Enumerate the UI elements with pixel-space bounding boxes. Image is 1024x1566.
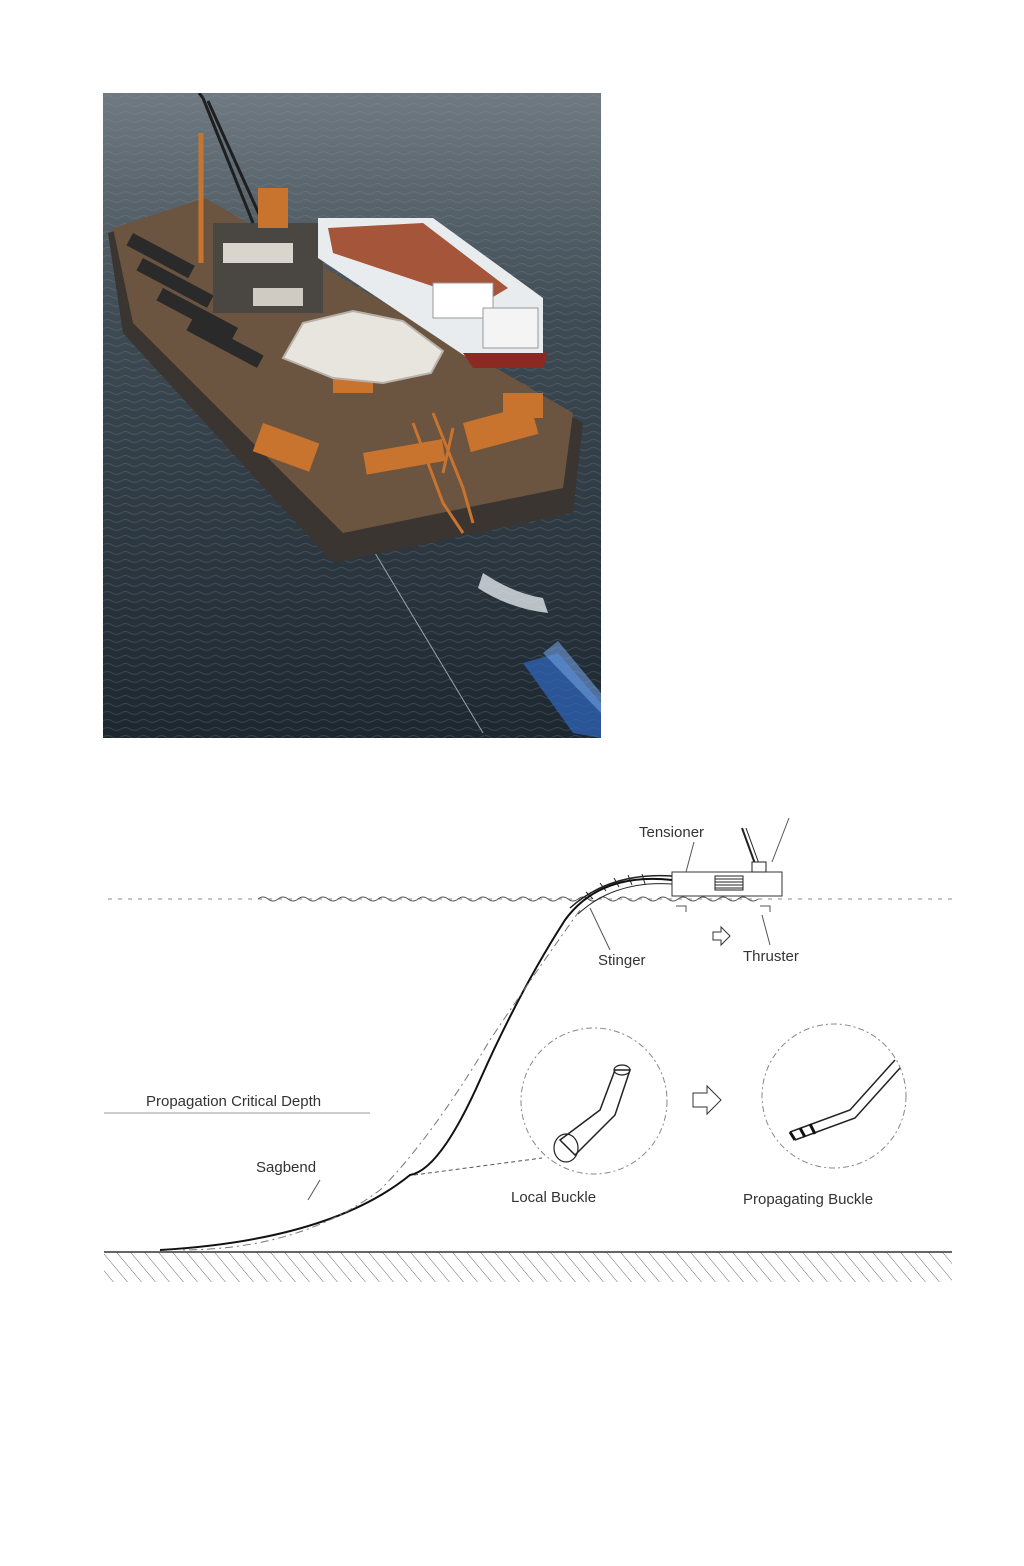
arrow-right-icon — [693, 1086, 721, 1114]
label-sagbend: Sagbend — [256, 1159, 317, 1176]
local-buckle-detail — [521, 1028, 667, 1174]
pipelay-diagram — [0, 780, 1024, 1340]
label-thruster: Thruster — [743, 948, 799, 965]
label-propagating-buckle: Propagating Buckle — [743, 1191, 874, 1208]
sea-surface-wave — [258, 897, 758, 901]
label-propagation-critical-depth: Propagation Critical Depth — [146, 1093, 322, 1110]
arrow-icon — [713, 927, 730, 945]
label-local-buckle: Local Buckle — [511, 1189, 597, 1206]
pipelay-barge-photo — [103, 93, 601, 738]
label-tensioner: Tensioner — [639, 824, 705, 841]
stinger-arc — [570, 874, 672, 914]
seabed-hatch — [104, 1252, 952, 1282]
propagating-buckle-detail — [762, 1024, 906, 1168]
label-stinger: Stinger — [598, 952, 646, 969]
